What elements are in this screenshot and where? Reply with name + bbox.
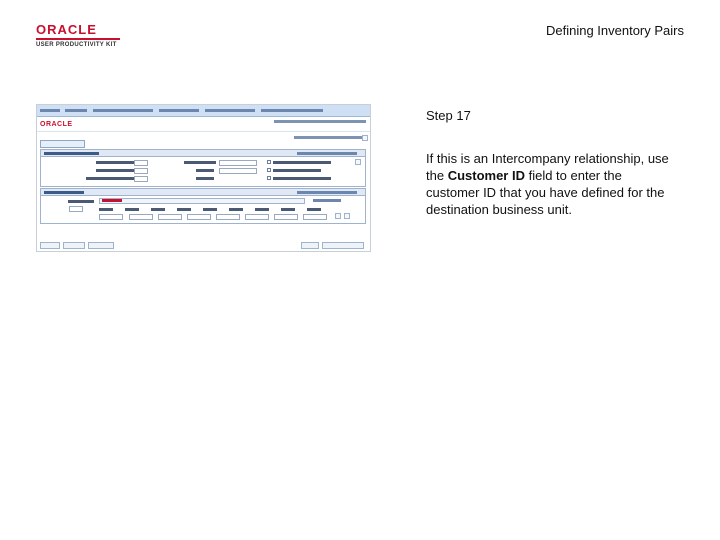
instruction-text-post: field to enter the customer ID that you have defined for the destination business unit. [426, 168, 665, 217]
instruction-field-name: Customer ID [447, 168, 525, 183]
screenshot-update-button [322, 242, 364, 249]
application-screenshot [36, 104, 371, 252]
step-instruction [426, 150, 676, 218]
screenshot-page-links [294, 136, 366, 139]
screenshot-save-button [40, 242, 60, 249]
screenshot-panel-grid [40, 188, 366, 224]
screenshot-toplinks [274, 120, 366, 123]
instruction-text-pre: If this is an Intercompany relationship, use the [426, 151, 669, 183]
step-number: Step 17 [426, 108, 471, 123]
screenshot-add-button [301, 242, 319, 249]
screenshot-navbar [37, 105, 370, 117]
screenshot-refresh-button [88, 242, 114, 249]
screenshot-oracle-logo: ORACLE [40, 121, 73, 128]
screenshot-tab [40, 140, 85, 148]
screenshot-panel-top [40, 149, 366, 187]
page-title: Defining Inventory Pairs [545, 23, 684, 38]
brand-rule [36, 38, 120, 40]
brand-line1: ORACLE [36, 22, 97, 37]
oracle-upk-logo [36, 23, 126, 49]
screenshot-return-button [63, 242, 85, 249]
brand-line2: USER PRODUCTIVITY KIT [36, 42, 117, 48]
